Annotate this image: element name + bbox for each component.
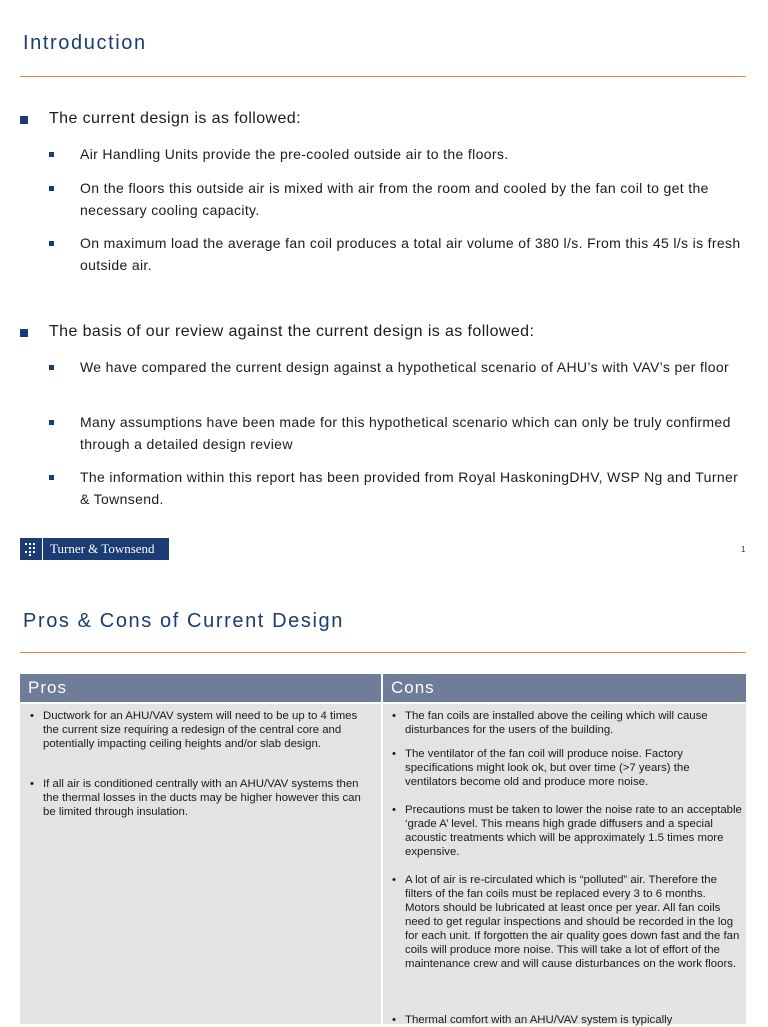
square-bullet-icon xyxy=(49,241,54,246)
list-item: Air Handling Units provide the pre-cooled outside air to the floors. xyxy=(49,143,744,165)
bullet-icon: • xyxy=(392,804,396,816)
title-underline xyxy=(20,76,746,77)
slide-introduction: Introduction The current design is as followed: Air Handling Units provide the pre-cooled outside air to the floors. On the floors this outside air is mixed with air from the room and cooled by the fan coil to get the necessary cooling capacity. On maximum load the average fan coil produces a total air volume of 380 l/s. From this 45 l/s is fresh outside air. The basis of our review against the current design is as followed: We have compared the current design against a hypothetical scenario of AHU’s with VAV’s per floor Many assumptions have been made for this hypothetical scenario which can only be truly confirmed through a detailed design review The information within this report has been provided from Royal HaskoningDHV, WSP Ng and Turner & Townsend. Turner & Townsend 1 xyxy=(0,0,768,574)
cons-header: Cons xyxy=(383,674,746,702)
title-underline xyxy=(20,652,746,653)
slide-title: Introduction xyxy=(23,32,147,54)
logo-text: Turner & Townsend xyxy=(50,541,155,556)
slide-divider xyxy=(0,574,768,588)
square-bullet-icon xyxy=(49,475,54,480)
square-bullet-icon xyxy=(20,329,28,337)
list-item: On maximum load the average fan coil produces a total air volume of 380 l/s. From this 45 l/s is fresh outside air. xyxy=(49,232,744,276)
bullet-icon: • xyxy=(392,710,396,722)
bullet-icon: • xyxy=(392,874,396,886)
square-bullet-icon xyxy=(49,420,54,425)
logo-dots-icon xyxy=(20,538,43,560)
list-item: We have compared the current design against a hypothetical scenario of AHU’s with VAV’s per floor xyxy=(49,356,744,400)
pros-column: • Ductwork for an AHU/VAV system will need to be up to 4 times the current size requiring a redesign of the central core and potentially impacting ceiling heights and/or slab design. • If all air is conditioned centrally with an AHU/VAV systems then the thermal losses in the ducts may be higher however this can be limited through insulation. xyxy=(20,704,381,1024)
slide-title: Pros & Cons of Current Design xyxy=(23,610,344,632)
bullet-icon: • xyxy=(392,1014,396,1026)
bullet-icon: • xyxy=(30,778,34,790)
list-item: The information within this report has been provided from Royal HaskoningDHV, WSP Ng and Turner & Townsend. xyxy=(49,466,744,510)
pros-cons-table xyxy=(20,674,746,1024)
square-bullet-icon xyxy=(49,365,54,370)
pros-header: Pros xyxy=(20,674,381,702)
company-logo xyxy=(20,538,169,560)
list-item: On the floors this outside air is mixed with air from the room and cooled by the fan coil to get the necessary cooling capacity. xyxy=(49,177,744,221)
page-number: 1 xyxy=(741,545,746,554)
list-item: Many assumptions have been made for this hypothetical scenario which can only be truly confirmed through a detailed design review xyxy=(49,411,744,455)
square-bullet-icon xyxy=(49,186,54,191)
slide-pros-cons xyxy=(0,588,768,1024)
cons-column: • The fan coils are installed above the ceiling which will cause disturbances for the users of the building. • The ventilator of the fan coil will produce noise. Factory specifications might look ok, but over time (>7 years) the ventilators become old and produce more noise. • Precautions must be taken to lower the noise rate to an acceptable ‘grade A’ level. This means high grade diffusers and a special acoustic treatments which will be approximately 1.5 times more expensive. • A lot of air is re-circulated which is “polluted” air. Therefore the filters of the fan coils must be replaced every 3 to 6 months. Motors should be lubricated at least once per year. All fan coils need to get regular inspections and should be recorded in the log for each unit. If forgotten the air quality goes down fast and the fan coils will produce more noise. This will take a lot of effort of the maintenance crew and will cause disturbances on the work floors. • Thermal comfort with an AHU/VAV system is typically xyxy=(383,704,746,1024)
square-bullet-icon xyxy=(20,116,28,124)
bullet-icon: • xyxy=(30,710,34,722)
square-bullet-icon xyxy=(49,152,54,157)
bullet-icon: • xyxy=(392,748,396,760)
